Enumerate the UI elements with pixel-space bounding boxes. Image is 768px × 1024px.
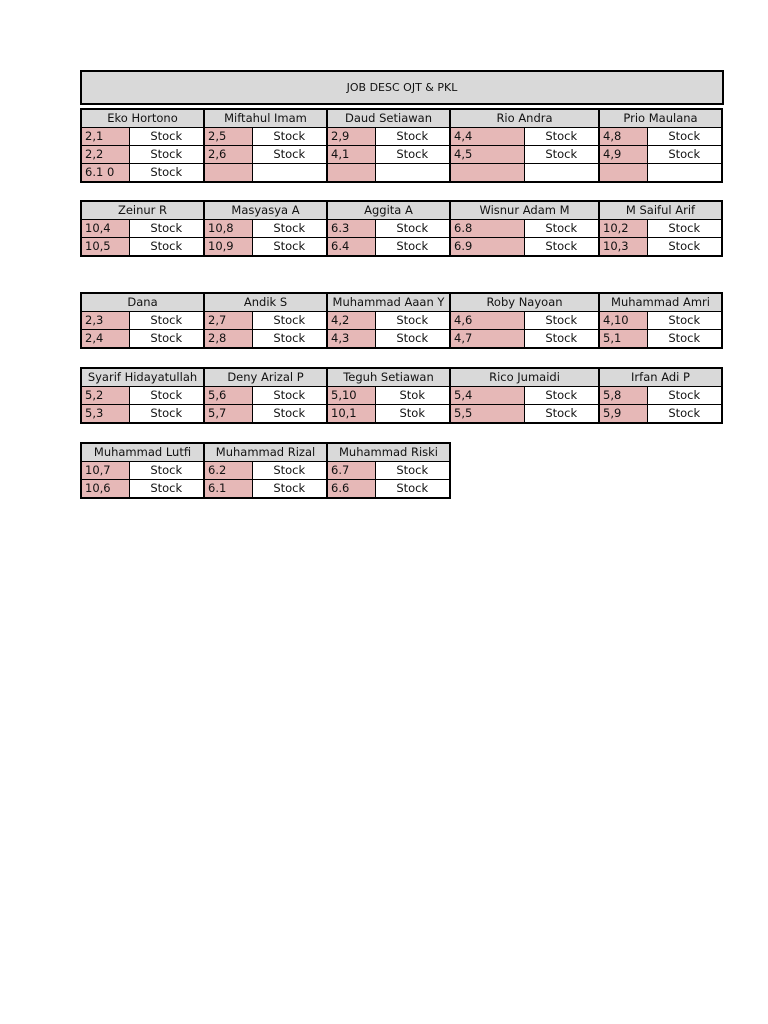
assignment-group [80,292,723,349]
table-row [81,128,722,146]
table-row [81,312,722,330]
task-label: Stock [129,405,204,424]
task-label: Stock [647,128,722,146]
person-name: Aggita A [327,201,450,220]
location-code: 2,1 [81,128,129,146]
person-name: Roby Nayoan [450,293,599,312]
location-code: 10,9 [204,238,252,257]
person-name: Muhammad Lutfi [81,443,204,462]
person-name: Teguh Setiawan [327,368,450,387]
location-code: 10,3 [599,238,647,257]
task-label: Stock [129,480,204,499]
task-label: Stock [375,330,450,349]
location-code: 4,2 [327,312,375,330]
location-code: 5,7 [204,405,252,424]
person-name: Dana [81,293,204,312]
task-label: Stock [129,238,204,257]
location-code: 5,9 [599,405,647,424]
location-code: 6.3 [327,220,375,238]
name-header-row [81,201,722,220]
location-code: 5,2 [81,387,129,405]
task-label: Stock [375,462,450,480]
location-code [599,164,647,183]
location-code: 4,6 [450,312,524,330]
assignment-table [80,292,723,349]
location-code: 4,10 [599,312,647,330]
person-name: Rio Andra [450,109,599,128]
location-code: 10,4 [81,220,129,238]
location-code: 6.2 [204,462,252,480]
task-label: Stock [375,238,450,257]
location-code: 2,2 [81,146,129,164]
location-code: 6.6 [327,480,375,499]
task-label: Stock [252,146,327,164]
task-label: Stock [524,238,599,257]
person-name: Deny Arizal P [204,368,327,387]
task-label: Stock [252,462,327,480]
task-label: Stock [647,405,722,424]
task-label: Stock [129,330,204,349]
task-label [647,164,722,183]
location-code: 6.1 [204,480,252,499]
location-code: 4,3 [327,330,375,349]
task-label: Stock [647,330,722,349]
location-code: 5,5 [450,405,524,424]
task-label [524,164,599,183]
task-label: Stock [647,387,722,405]
location-code: 4,9 [599,146,647,164]
table-row [81,462,450,480]
task-label: Stock [375,312,450,330]
person-name: Rico Jumaidi [450,368,599,387]
location-code: 4,5 [450,146,524,164]
table-row [81,480,450,499]
location-code: 2,7 [204,312,252,330]
task-label: Stock [252,480,327,499]
location-code: 4,8 [599,128,647,146]
table-row [81,330,722,349]
task-label: Stock [129,462,204,480]
person-name: Wisnur Adam M [450,201,599,220]
name-header-row [81,368,722,387]
location-code: 5,10 [327,387,375,405]
person-name: Muhammad Amri [599,293,722,312]
task-label: Stok [375,405,450,424]
task-label: Stock [647,220,722,238]
task-label: Stock [252,312,327,330]
location-code: 6.1 0 [81,164,129,183]
location-code: 5,6 [204,387,252,405]
person-name: Muhammad Riski [327,443,450,462]
task-label: Stock [524,387,599,405]
task-label: Stock [647,146,722,164]
task-label: Stock [524,312,599,330]
assignment-group [80,442,451,499]
task-label: Stock [252,220,327,238]
person-name: Muhammad Rizal [204,443,327,462]
task-label: Stock [524,220,599,238]
person-name: Andik S [204,293,327,312]
person-name: Miftahul Imam [204,109,327,128]
location-code: 4,1 [327,146,375,164]
location-code: 6.9 [450,238,524,257]
location-code: 5,8 [599,387,647,405]
location-code: 2,9 [327,128,375,146]
assignment-table [80,200,723,257]
task-label: Stock [129,146,204,164]
task-label: Stock [375,128,450,146]
location-code: 10,7 [81,462,129,480]
task-label: Stock [647,238,722,257]
location-code: 10,1 [327,405,375,424]
name-header-row [81,293,722,312]
location-code: 6.4 [327,238,375,257]
task-label [252,164,327,183]
location-code: 2,4 [81,330,129,349]
task-label: Stock [129,312,204,330]
location-code: 6.8 [450,220,524,238]
person-name: M Saiful Arif [599,201,722,220]
task-label: Stock [524,330,599,349]
table-row [81,220,722,238]
location-code [327,164,375,183]
task-label: Stock [129,128,204,146]
assignment-table [80,367,723,424]
task-label: Stock [524,128,599,146]
task-label: Stock [252,387,327,405]
location-code: 5,4 [450,387,524,405]
person-name: Irfan Adi P [599,368,722,387]
task-label: Stock [252,238,327,257]
name-header-row [81,443,450,462]
location-code: 4,4 [450,128,524,146]
task-label: Stock [524,405,599,424]
location-code: 5,1 [599,330,647,349]
task-label: Stock [252,330,327,349]
location-code: 6.7 [327,462,375,480]
assignment-group [80,108,723,183]
task-label: Stok [375,387,450,405]
task-label: Stock [129,220,204,238]
location-code: 4,7 [450,330,524,349]
sheet-title: JOB DESC OJT & PKL [80,70,724,105]
task-label: Stock [647,312,722,330]
location-code: 2,5 [204,128,252,146]
location-code: 10,8 [204,220,252,238]
task-label: Stock [524,146,599,164]
assignment-group [80,200,723,257]
assignment-table [80,442,451,499]
table-row [81,238,722,257]
location-code: 5,3 [81,405,129,424]
person-name: Daud Setiawan [327,109,450,128]
task-label: Stock [375,480,450,499]
table-row [81,164,722,183]
location-code: 10,5 [81,238,129,257]
name-header-row [81,109,722,128]
person-name: Prio Maulana [599,109,722,128]
person-name: Masyasya A [204,201,327,220]
person-name: Eko Hortono [81,109,204,128]
location-code: 10,6 [81,480,129,499]
table-row [81,387,722,405]
location-code: 2,6 [204,146,252,164]
task-label: Stock [129,387,204,405]
assignment-group [80,367,723,424]
task-label: Stock [129,164,204,183]
location-code: 2,3 [81,312,129,330]
table-row [81,405,722,424]
person-name: Zeinur R [81,201,204,220]
person-name: Syarif Hidayatullah [81,368,204,387]
task-label: Stock [252,405,327,424]
task-label: Stock [375,220,450,238]
location-code: 10,2 [599,220,647,238]
table-row [81,146,722,164]
location-code: 2,8 [204,330,252,349]
task-label: Stock [252,128,327,146]
location-code [204,164,252,183]
assignment-table [80,108,723,183]
location-code [450,164,524,183]
task-label: Stock [375,146,450,164]
person-name: Muhammad Aaan Y [327,293,450,312]
task-label [375,164,450,183]
